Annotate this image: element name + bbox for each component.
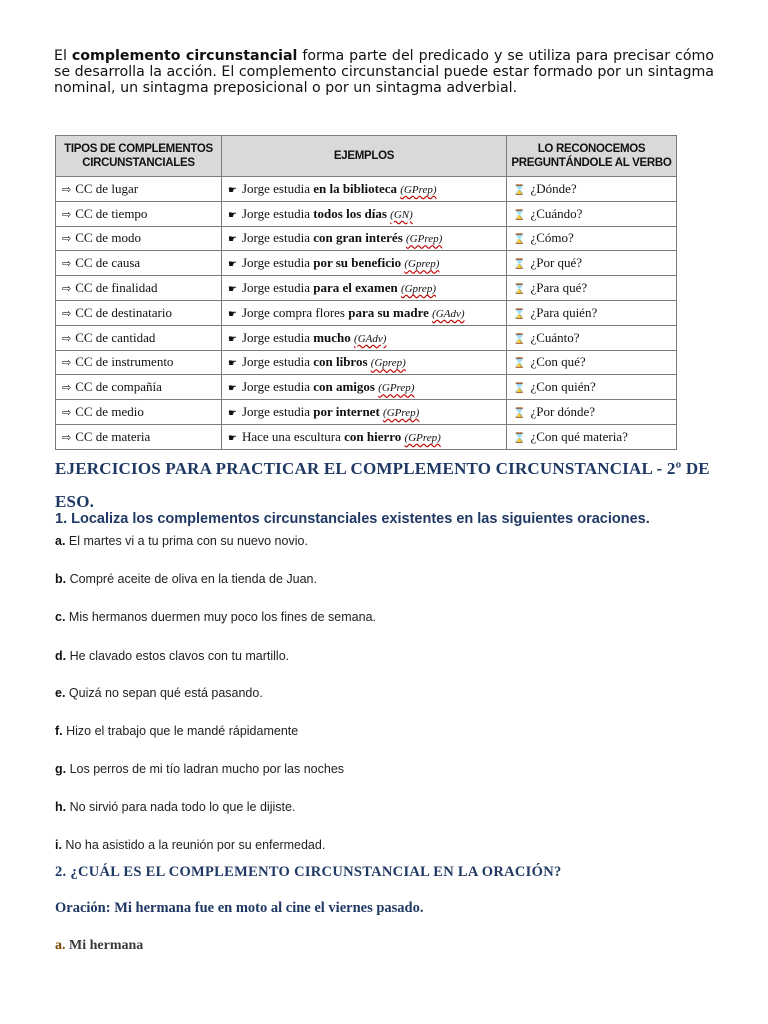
arrow-right-outline-icon: ⇨ [62,406,72,420]
sentence-text: No sirvió para nada todo lo que le dijiste. [66,800,296,814]
example-pre: Jorge estudia [241,379,314,395]
type-label: CC de lugar [75,180,139,196]
list-item [55,649,289,663]
pointing-hand-icon: ☛ [228,432,237,444]
cell-question [507,177,677,202]
example-pre: Jorge estudia [241,354,314,370]
table-row [56,325,677,350]
option-text: Mi hermana [65,938,144,953]
pointing-hand-icon: ☛ [228,259,237,271]
table-row [56,375,677,400]
sentence-text: Quizá no sepan qué está pasando. [65,686,263,700]
sentence-text: Los perros de mi tío ladran mucho por las noches [66,762,345,776]
arrow-right-outline-icon: ⇨ [62,306,72,320]
question-label: ¿Para qué? [530,280,588,296]
cell-example [222,350,507,375]
example-grammar: (Gprep) [400,283,436,296]
table-row [56,201,677,226]
example-bold: todos los días [313,205,387,221]
sentence-text: Compré aceite de oliva en la tienda de Juan. [66,572,317,586]
question-label: ¿Cuándo? [530,205,583,221]
cell-example [222,325,507,350]
example-bold: por su beneficio [313,255,402,271]
cell-type [56,424,222,449]
example-grammar: (GPrep) [404,431,441,444]
arrow-right-outline-icon: ⇨ [62,331,72,345]
cell-example [222,226,507,251]
header-question: LO RECONOCEMOS PREGUNTÁNDOLE AL VERBO [507,136,677,177]
cell-example [222,300,507,325]
pointing-hand-icon: ☛ [228,333,237,345]
type-label: CC de instrumento [75,354,174,370]
hourglass-icon: ⌛ [513,333,526,345]
example-bold: en la biblioteca [313,180,397,196]
cell-example [222,177,507,202]
cell-question [507,350,677,375]
hourglass-icon: ⌛ [513,383,526,395]
sentence-letter: h. [55,800,67,814]
example-pre: Jorge estudia [241,404,314,420]
list-item [55,686,263,700]
example-bold: con libros [313,354,368,370]
example-bold: mucho [313,329,351,345]
sentence-letter: e. [55,686,66,700]
question-label: ¿Con qué? [530,354,586,370]
example-grammar: (Gprep) [404,258,440,271]
type-label: CC de cantidad [75,329,156,345]
sentence-letter: b. [55,572,67,586]
cell-type [56,251,222,276]
cell-question [507,424,677,449]
sentence-letter: f. [55,724,63,738]
exercise2-option-a [55,938,143,954]
question-label: ¿Dónde? [530,180,577,196]
pointing-hand-icon: ☛ [228,383,237,395]
hourglass-icon: ⌛ [513,184,526,196]
option-letter: a. [55,938,66,953]
list-item [55,572,317,586]
pointing-hand-icon: ☛ [228,308,237,320]
cell-type [56,375,222,400]
cell-type [56,276,222,301]
question-label: ¿Por qué? [530,255,583,271]
type-label: CC de destinatario [75,304,172,320]
list-item [55,724,298,738]
type-label: CC de modo [75,230,141,246]
header-examples: EJEMPLOS [222,136,507,177]
hourglass-icon: ⌛ [513,209,526,221]
sentence-letter: g. [55,762,67,776]
cell-question [507,226,677,251]
example-grammar: (GPrep) [400,183,437,196]
example-bold: para su madre [348,304,429,320]
complements-table [55,135,677,450]
cell-example [222,424,507,449]
type-label: CC de finalidad [75,280,158,296]
sentence-letter: d. [55,649,67,663]
hourglass-icon: ⌛ [513,234,526,246]
example-grammar: (GPrep) [383,407,420,420]
table-header-row [56,136,677,177]
list-item [55,534,308,548]
question-label: ¿Con qué materia? [530,428,628,444]
intro-rest: forma parte del predicado y se utiliza para precisar cómo se desarrolla la acción. El complemento circunstancial puede estar formado por un sintagma nominal, un sintagma preposicional o por un sintagma adverbial. [54,48,714,96]
cell-question [507,400,677,425]
exercise1-title: 1. Localiza los complementos circunstanciales existentes en las siguientes oraciones. [55,511,650,527]
type-label: CC de medio [75,404,144,420]
cell-question [507,375,677,400]
cell-example [222,276,507,301]
sentence-text: Mis hermanos duermen muy poco los fines de semana. [65,610,377,624]
cell-question [507,300,677,325]
example-grammar: (Gprep) [370,357,406,370]
example-bold: con hierro [344,428,402,444]
table-row [56,226,677,251]
cell-example [222,400,507,425]
example-pre: Jorge estudia [241,255,314,271]
list-item [55,610,376,624]
cell-question [507,201,677,226]
arrow-right-outline-icon: ⇨ [62,356,72,370]
example-bold: para el examen [313,280,398,296]
arrow-right-outline-icon: ⇨ [62,232,72,246]
table-row [56,251,677,276]
hourglass-icon: ⌛ [513,408,526,420]
cell-example [222,251,507,276]
pointing-hand-icon: ☛ [228,184,237,196]
type-label: CC de materia [75,428,151,444]
sentence-text: No ha asistido a la reunión por su enfermedad. [61,838,326,852]
question-label: ¿Cómo? [530,230,574,246]
cell-example [222,201,507,226]
example-pre: Jorge estudia [241,280,314,296]
pointing-hand-icon: ☛ [228,284,237,296]
question-label: ¿Para quién? [530,304,598,320]
intro-paragraph [54,48,714,96]
pointing-hand-icon: ☛ [228,358,237,370]
example-grammar: (GAdv) [432,307,465,320]
pointing-hand-icon: ☛ [228,234,237,246]
example-grammar: (GPrep) [378,382,415,395]
cell-type [56,201,222,226]
arrow-right-outline-icon: ⇨ [62,430,72,444]
example-pre: Jorge estudia [241,205,314,221]
example-pre: Jorge estudia [241,180,314,196]
exercise2-sentence: Oración: Mi hermana fue en moto al cine el viernes pasado. [55,900,424,916]
list-item [55,762,344,776]
example-bold: por internet [313,404,380,420]
sentence-letter: c. [55,610,66,624]
example-bold: con amigos [313,379,375,395]
exercises-heading: EJERCICIOS PARA PRACTICAR EL COMPLEMENTO CIRCUNSTANCIAL - 2º DE ESO. [55,459,710,511]
sentence-letter: i. [55,838,62,852]
intro-lead: El [54,48,72,64]
example-pre: Hace una escultura [241,428,345,444]
cell-type [56,325,222,350]
example-grammar: (GPrep) [406,233,443,246]
table-row [56,424,677,449]
question-label: ¿Con quién? [530,379,596,395]
example-pre: Jorge estudia [241,230,314,246]
arrow-right-outline-icon: ⇨ [62,282,72,296]
type-label: CC de causa [75,255,141,271]
type-label: CC de tiempo [75,205,148,221]
question-label: ¿Por dónde? [530,404,596,420]
hourglass-icon: ⌛ [513,284,526,296]
table-row [56,177,677,202]
pointing-hand-icon: ☛ [228,209,237,221]
arrow-right-outline-icon: ⇨ [62,207,72,221]
intro-term: complemento circunstancial [71,48,298,64]
hourglass-icon: ⌛ [513,308,526,320]
example-bold: con gran interés [313,230,403,246]
type-label: CC de compañía [75,379,162,395]
arrow-right-outline-icon: ⇨ [62,381,72,395]
sentence-letter: a. [55,534,66,548]
arrow-right-outline-icon: ⇨ [62,257,72,271]
list-item [55,838,325,852]
table-row [56,300,677,325]
hourglass-icon: ⌛ [513,358,526,370]
list-item [55,800,295,814]
sentence-text: Hizo el trabajo que le mandé rápidamente [62,724,299,738]
cell-question [507,251,677,276]
cell-type [56,350,222,375]
hourglass-icon: ⌛ [513,432,526,444]
cell-type [56,177,222,202]
example-grammar: (GN) [390,208,413,221]
table-row [56,350,677,375]
question-label: ¿Cuánto? [530,329,580,345]
sentence-text: He clavado estos clavos con tu martillo. [66,649,290,663]
arrow-right-outline-icon: ⇨ [62,182,72,196]
cell-question [507,276,677,301]
cell-example [222,375,507,400]
exercise2-title: 2. ¿CUÁL ES EL COMPLEMENTO CIRCUNSTANCIAL EN LA ORACIÓN? [55,864,562,880]
sentence-text: El martes vi a tu prima con su nuevo novio. [65,534,308,548]
pointing-hand-icon: ☛ [228,408,237,420]
example-grammar: (GAdv) [354,332,387,345]
header-types: TIPOS DE COMPLEMENTOS CIRCUNSTANCIALES [56,136,222,177]
example-pre: Jorge estudia [241,329,314,345]
cell-question [507,325,677,350]
hourglass-icon: ⌛ [513,259,526,271]
example-pre: Jorge compra flores [241,304,349,320]
table-row [56,400,677,425]
cell-type [56,400,222,425]
cell-type [56,226,222,251]
table-row [56,276,677,301]
cell-type [56,300,222,325]
